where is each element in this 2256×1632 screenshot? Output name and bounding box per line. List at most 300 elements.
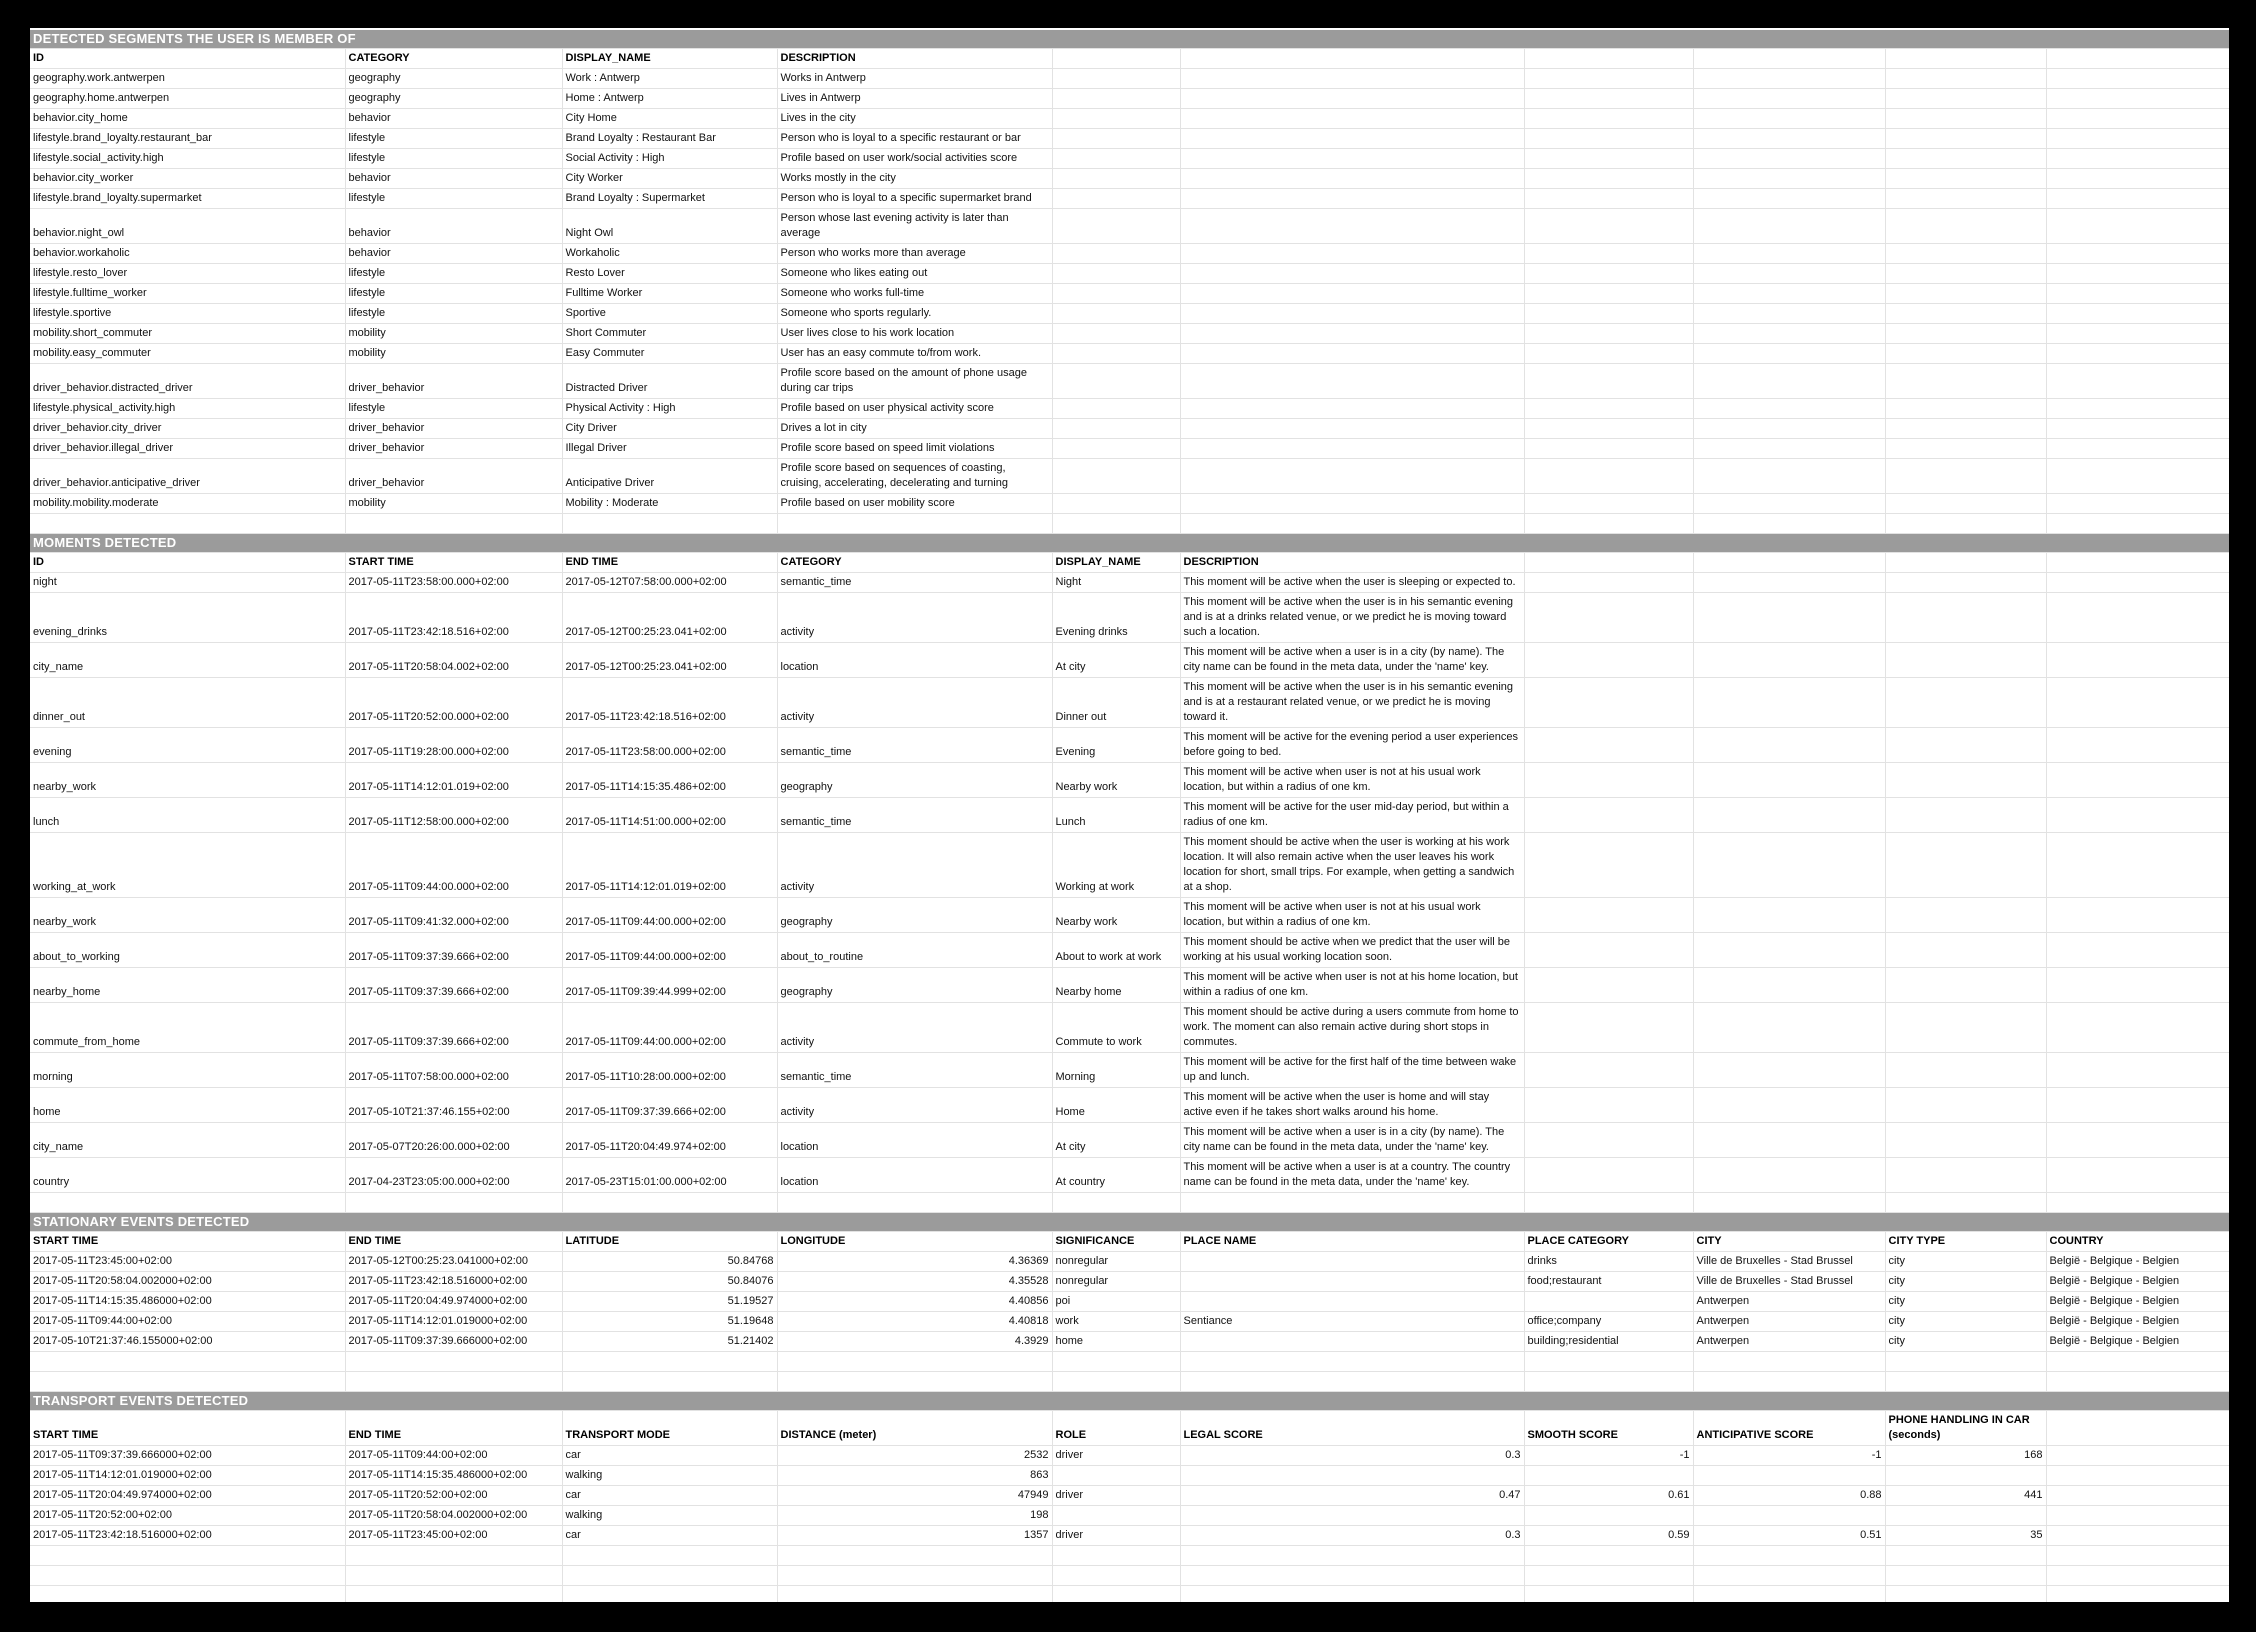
cell[interactable]: 2017-05-12T00:25:23.041+02:00: [562, 643, 777, 678]
column-header[interactable]: ID: [30, 49, 345, 69]
cell[interactable]: [1052, 264, 1180, 284]
cell[interactable]: [1180, 1193, 1524, 1213]
cell[interactable]: [1524, 344, 1693, 364]
cell[interactable]: Home: [1052, 1088, 1180, 1123]
cell[interactable]: België - Belgique - Belgien: [2046, 1292, 2229, 1312]
cell[interactable]: [562, 1372, 777, 1392]
cell[interactable]: Profile based on user mobility score: [777, 494, 1052, 514]
cell[interactable]: About to work at work: [1052, 933, 1180, 968]
cell[interactable]: location: [777, 643, 1052, 678]
cell[interactable]: Commute to work: [1052, 1003, 1180, 1053]
cell[interactable]: behavior.night_owl: [30, 209, 345, 244]
cell[interactable]: [1052, 439, 1180, 459]
cell[interactable]: [1885, 284, 2046, 304]
cell[interactable]: [1052, 129, 1180, 149]
cell[interactable]: This moment should be active when the user is working at his work location. It will also remain active when the user leaves his work location for short, small trips. For example, when getting a sandwich at a shop.: [1180, 833, 1524, 898]
column-header[interactable]: COUNTRY: [2046, 1232, 2229, 1252]
cell[interactable]: Someone who sports regularly.: [777, 304, 1052, 324]
column-header[interactable]: START TIME: [30, 1411, 345, 1446]
cell[interactable]: [2046, 189, 2229, 209]
cell[interactable]: [2046, 573, 2229, 593]
cell[interactable]: Distracted Driver: [562, 364, 777, 399]
cell[interactable]: car: [562, 1446, 777, 1466]
cell[interactable]: This moment will be active when user is not at his usual work location, but within a radius of one km.: [1180, 898, 1524, 933]
cell[interactable]: Nearby work: [1052, 763, 1180, 798]
cell[interactable]: User lives close to his work location: [777, 324, 1052, 344]
cell[interactable]: office;company: [1524, 1312, 1693, 1332]
cell[interactable]: [1052, 1546, 1180, 1566]
cell[interactable]: [1052, 1506, 1180, 1526]
cell[interactable]: Evening drinks: [1052, 593, 1180, 643]
cell[interactable]: Antwerpen: [1693, 1332, 1885, 1352]
cell[interactable]: [1524, 968, 1693, 1003]
cell[interactable]: Short Commuter: [562, 324, 777, 344]
cell[interactable]: 2017-05-11T09:37:39.666000+02:00: [345, 1332, 562, 1352]
cell[interactable]: 4.35528: [777, 1272, 1052, 1292]
cell[interactable]: [1693, 419, 1885, 439]
cell[interactable]: [1524, 593, 1693, 643]
cell[interactable]: lifestyle.sportive: [30, 304, 345, 324]
column-header[interactable]: [1524, 49, 1693, 69]
cell[interactable]: 2017-05-11T20:52:00+02:00: [345, 1486, 562, 1506]
cell[interactable]: driver_behavior: [345, 364, 562, 399]
cell[interactable]: [1524, 69, 1693, 89]
cell[interactable]: car: [562, 1526, 777, 1546]
cell[interactable]: [1885, 209, 2046, 244]
cell[interactable]: -1: [1524, 1446, 1693, 1466]
cell[interactable]: [2046, 593, 2229, 643]
cell[interactable]: [1693, 1506, 1885, 1526]
cell[interactable]: driver: [1052, 1486, 1180, 1506]
column-header[interactable]: DESCRIPTION: [777, 49, 1052, 69]
cell[interactable]: [1180, 1332, 1524, 1352]
cell[interactable]: 2017-05-11T09:44:00.000+02:00: [562, 898, 777, 933]
cell[interactable]: Nearby work: [1052, 898, 1180, 933]
cell[interactable]: [1524, 439, 1693, 459]
cell[interactable]: [1693, 763, 1885, 798]
cell[interactable]: lifestyle.brand_loyalty.restaurant_bar: [30, 129, 345, 149]
cell[interactable]: 2017-05-11T23:45:00+02:00: [345, 1526, 562, 1546]
cell[interactable]: [1052, 1466, 1180, 1486]
cell[interactable]: lifestyle.social_activity.high: [30, 149, 345, 169]
cell[interactable]: [1885, 1372, 2046, 1392]
cell[interactable]: Profile based on user work/social activities score: [777, 149, 1052, 169]
cell[interactable]: 1357: [777, 1526, 1052, 1546]
cell[interactable]: [1524, 514, 1693, 534]
cell[interactable]: activity: [777, 833, 1052, 898]
column-header[interactable]: LONGITUDE: [777, 1232, 1052, 1252]
cell[interactable]: [1052, 109, 1180, 129]
cell[interactable]: [777, 1193, 1052, 1213]
cell[interactable]: This moment will be active when a user is in a city (by name). The city name can be found in the meta data, under the 'name' key.: [1180, 643, 1524, 678]
cell[interactable]: location: [777, 1158, 1052, 1193]
cell[interactable]: [2046, 264, 2229, 284]
cell[interactable]: walking: [562, 1466, 777, 1486]
cell[interactable]: [1885, 1546, 2046, 1566]
cell[interactable]: [2046, 149, 2229, 169]
cell[interactable]: [2046, 399, 2229, 419]
cell[interactable]: Antwerpen: [1693, 1312, 1885, 1332]
cell[interactable]: [1885, 1123, 2046, 1158]
cell[interactable]: [1180, 69, 1524, 89]
cell[interactable]: [1524, 1003, 1693, 1053]
cell[interactable]: 2017-05-11T09:37:39.666+02:00: [562, 1088, 777, 1123]
cell[interactable]: 2017-05-11T23:42:18.516000+02:00: [30, 1526, 345, 1546]
cell[interactable]: 2017-05-11T09:44:00+02:00: [30, 1312, 345, 1332]
cell[interactable]: Working at work: [1052, 833, 1180, 898]
cell[interactable]: This moment will be active for the user mid-day period, but within a radius of one km.: [1180, 798, 1524, 833]
cell[interactable]: [30, 1372, 345, 1392]
cell[interactable]: 2017-05-11T20:58:04.002000+02:00: [30, 1272, 345, 1292]
column-header[interactable]: LEGAL SCORE: [1180, 1411, 1524, 1446]
cell[interactable]: 0.51: [1693, 1526, 1885, 1546]
cell[interactable]: lifestyle.fulltime_worker: [30, 284, 345, 304]
cell[interactable]: [1693, 968, 1885, 1003]
cell[interactable]: geography: [777, 763, 1052, 798]
cell[interactable]: [1524, 169, 1693, 189]
cell[interactable]: [2046, 514, 2229, 534]
cell[interactable]: lifestyle: [345, 304, 562, 324]
cell[interactable]: driver: [1052, 1446, 1180, 1466]
cell[interactable]: [1052, 459, 1180, 494]
cell[interactable]: België - Belgique - Belgien: [2046, 1332, 2229, 1352]
cell[interactable]: Works in Antwerp: [777, 69, 1052, 89]
cell[interactable]: [2046, 109, 2229, 129]
cell[interactable]: city: [1885, 1272, 2046, 1292]
cell[interactable]: [1885, 1088, 2046, 1123]
cell[interactable]: [1180, 284, 1524, 304]
cell[interactable]: [1524, 1506, 1693, 1526]
cell[interactable]: [1693, 643, 1885, 678]
cell[interactable]: [1885, 1158, 2046, 1193]
cell[interactable]: [1052, 419, 1180, 439]
cell[interactable]: [1180, 209, 1524, 244]
cell[interactable]: -1: [1693, 1446, 1885, 1466]
cell[interactable]: activity: [777, 678, 1052, 728]
cell[interactable]: [1885, 728, 2046, 763]
cell[interactable]: 2017-05-11T20:04:49.974000+02:00: [345, 1292, 562, 1312]
cell[interactable]: [1052, 1586, 1180, 1603]
cell[interactable]: [1693, 1546, 1885, 1566]
cell[interactable]: 4.36369: [777, 1252, 1052, 1272]
cell[interactable]: [1052, 324, 1180, 344]
cell[interactable]: [1885, 573, 2046, 593]
cell[interactable]: [1693, 439, 1885, 459]
cell[interactable]: 50.84076: [562, 1272, 777, 1292]
cell[interactable]: Profile score based on the amount of phone usage during car trips: [777, 364, 1052, 399]
cell[interactable]: [1885, 1566, 2046, 1586]
cell[interactable]: [777, 1372, 1052, 1392]
cell[interactable]: [1524, 933, 1693, 968]
cell[interactable]: [1180, 439, 1524, 459]
column-header[interactable]: [2046, 1411, 2229, 1446]
cell[interactable]: [1524, 763, 1693, 798]
cell[interactable]: food;restaurant: [1524, 1272, 1693, 1292]
cell[interactable]: [1180, 324, 1524, 344]
column-header[interactable]: [1052, 49, 1180, 69]
cell[interactable]: building;residential: [1524, 1332, 1693, 1352]
cell[interactable]: [1693, 1193, 1885, 1213]
cell[interactable]: mobility.easy_commuter: [30, 344, 345, 364]
cell[interactable]: [30, 1352, 345, 1372]
cell[interactable]: Profile score based on sequences of coasting, cruising, accelerating, decelerating and turning: [777, 459, 1052, 494]
cell[interactable]: [1693, 933, 1885, 968]
cell[interactable]: This moment will be active when the user is sleeping or expected to.: [1180, 573, 1524, 593]
column-header[interactable]: END TIME: [345, 1232, 562, 1252]
cell[interactable]: [1885, 129, 2046, 149]
cell[interactable]: [2046, 933, 2229, 968]
cell[interactable]: 2017-05-11T23:58:00.000+02:00: [345, 573, 562, 593]
cell[interactable]: [1693, 898, 1885, 933]
cell[interactable]: [1180, 264, 1524, 284]
cell[interactable]: [1693, 1123, 1885, 1158]
column-header[interactable]: TRANSPORT MODE: [562, 1411, 777, 1446]
cell[interactable]: 2017-05-11T14:15:35.486000+02:00: [345, 1466, 562, 1486]
cell[interactable]: 2017-05-11T14:12:01.019+02:00: [562, 833, 777, 898]
cell[interactable]: Illegal Driver: [562, 439, 777, 459]
cell[interactable]: [2046, 1546, 2229, 1566]
cell[interactable]: Social Activity : High: [562, 149, 777, 169]
cell[interactable]: [2046, 1053, 2229, 1088]
cell[interactable]: [1180, 1506, 1524, 1526]
cell[interactable]: [1052, 169, 1180, 189]
cell[interactable]: [2046, 968, 2229, 1003]
cell[interactable]: Ville de Bruxelles - Stad Brussel: [1693, 1252, 1885, 1272]
column-header[interactable]: DISTANCE (meter): [777, 1411, 1052, 1446]
cell[interactable]: [1885, 1466, 2046, 1486]
cell[interactable]: Lunch: [1052, 798, 1180, 833]
cell[interactable]: [1180, 109, 1524, 129]
cell[interactable]: 2017-05-11T19:28:00.000+02:00: [345, 728, 562, 763]
cell[interactable]: activity: [777, 1003, 1052, 1053]
cell[interactable]: [1885, 898, 2046, 933]
cell[interactable]: 2017-05-07T20:26:00.000+02:00: [345, 1123, 562, 1158]
cell[interactable]: car: [562, 1486, 777, 1506]
cell[interactable]: Anticipative Driver: [562, 459, 777, 494]
cell[interactable]: Physical Activity : High: [562, 399, 777, 419]
cell[interactable]: Ville de Bruxelles - Stad Brussel: [1693, 1272, 1885, 1292]
cell[interactable]: [1693, 1053, 1885, 1088]
cell[interactable]: 2532: [777, 1446, 1052, 1466]
cell[interactable]: [1693, 364, 1885, 399]
cell[interactable]: behavior: [345, 244, 562, 264]
cell[interactable]: home: [1052, 1332, 1180, 1352]
cell[interactable]: [1693, 189, 1885, 209]
cell[interactable]: geography: [345, 69, 562, 89]
cell[interactable]: 2017-05-11T23:42:18.516000+02:00: [345, 1272, 562, 1292]
cell[interactable]: 2017-04-23T23:05:00.000+02:00: [345, 1158, 562, 1193]
cell[interactable]: 4.40818: [777, 1312, 1052, 1332]
cell[interactable]: driver_behavior: [345, 439, 562, 459]
column-header[interactable]: PLACE CATEGORY: [1524, 1232, 1693, 1252]
column-header[interactable]: SMOOTH SCORE: [1524, 1411, 1693, 1446]
cell[interactable]: [1693, 89, 1885, 109]
cell[interactable]: Lives in the city: [777, 109, 1052, 129]
cell[interactable]: [1885, 1003, 2046, 1053]
cell[interactable]: [777, 1546, 1052, 1566]
column-header[interactable]: START TIME: [345, 553, 562, 573]
cell[interactable]: 0.88: [1693, 1486, 1885, 1506]
cell[interactable]: activity: [777, 1088, 1052, 1123]
cell[interactable]: 2017-05-11T09:37:39.666000+02:00: [30, 1446, 345, 1466]
cell[interactable]: [1180, 494, 1524, 514]
cell[interactable]: 2017-05-11T09:44:00.000+02:00: [562, 1003, 777, 1053]
cell[interactable]: [1524, 1586, 1693, 1603]
cell[interactable]: geography: [777, 898, 1052, 933]
cell[interactable]: driver_behavior.city_driver: [30, 419, 345, 439]
cell[interactable]: [1693, 459, 1885, 494]
cell[interactable]: Person whose last evening activity is later than average: [777, 209, 1052, 244]
cell[interactable]: [2046, 1352, 2229, 1372]
cell[interactable]: 2017-05-11T20:52:00.000+02:00: [345, 678, 562, 728]
cell[interactable]: Antwerpen: [1693, 1292, 1885, 1312]
column-header[interactable]: PHONE HANDLING IN CAR (seconds): [1885, 1411, 2046, 1446]
cell[interactable]: [1693, 1566, 1885, 1586]
cell[interactable]: [1524, 798, 1693, 833]
cell[interactable]: User has an easy commute to/from work.: [777, 344, 1052, 364]
cell[interactable]: At city: [1052, 1123, 1180, 1158]
cell[interactable]: [1180, 1252, 1524, 1272]
cell[interactable]: 51.19648: [562, 1312, 777, 1332]
cell[interactable]: 2017-05-11T20:52:00+02:00: [30, 1506, 345, 1526]
cell[interactable]: [562, 1193, 777, 1213]
cell[interactable]: nearby_home: [30, 968, 345, 1003]
cell[interactable]: mobility: [345, 344, 562, 364]
cell[interactable]: [1052, 244, 1180, 264]
cell[interactable]: [2046, 1486, 2229, 1506]
cell[interactable]: This moment will be active when the user is home and will stay active even if he takes short walks around his home.: [1180, 1088, 1524, 1123]
cell[interactable]: [2046, 1506, 2229, 1526]
cell[interactable]: This moment will be active when user is not at his usual work location, but within a radius of one km.: [1180, 763, 1524, 798]
cell[interactable]: [1885, 514, 2046, 534]
cell[interactable]: [1524, 728, 1693, 763]
cell[interactable]: [1052, 69, 1180, 89]
cell[interactable]: [1885, 419, 2046, 439]
cell[interactable]: [1524, 459, 1693, 494]
cell[interactable]: [1524, 304, 1693, 324]
cell[interactable]: [1885, 968, 2046, 1003]
cell[interactable]: [30, 1546, 345, 1566]
cell[interactable]: 2017-05-11T23:58:00.000+02:00: [562, 728, 777, 763]
cell[interactable]: [1885, 1506, 2046, 1526]
cell[interactable]: [1180, 459, 1524, 494]
cell[interactable]: [1524, 1292, 1693, 1312]
column-header[interactable]: [1524, 553, 1693, 573]
cell[interactable]: [777, 1586, 1052, 1603]
cell[interactable]: [1180, 169, 1524, 189]
cell[interactable]: [1885, 399, 2046, 419]
column-header[interactable]: [1885, 49, 2046, 69]
cell[interactable]: Night: [1052, 573, 1180, 593]
cell[interactable]: [1693, 1586, 1885, 1603]
column-header[interactable]: [2046, 553, 2229, 573]
cell[interactable]: [1180, 149, 1524, 169]
cell[interactable]: lifestyle: [345, 189, 562, 209]
cell[interactable]: [1885, 364, 2046, 399]
cell[interactable]: 2017-05-12T00:25:23.041+02:00: [562, 593, 777, 643]
cell[interactable]: 2017-05-11T14:15:35.486000+02:00: [30, 1292, 345, 1312]
cell[interactable]: [1885, 324, 2046, 344]
cell[interactable]: 2017-05-11T23:45:00+02:00: [30, 1252, 345, 1272]
cell[interactable]: [345, 514, 562, 534]
cell[interactable]: [2046, 69, 2229, 89]
cell[interactable]: België - Belgique - Belgien: [2046, 1312, 2229, 1332]
cell[interactable]: [1052, 1372, 1180, 1392]
cell[interactable]: nearby_work: [30, 763, 345, 798]
cell[interactable]: This moment will be active when a user is at a country. The country name can be found in the meta data, under the 'name' key.: [1180, 1158, 1524, 1193]
cell[interactable]: [1524, 284, 1693, 304]
cell[interactable]: [2046, 643, 2229, 678]
cell[interactable]: [1693, 1088, 1885, 1123]
cell[interactable]: geography: [345, 89, 562, 109]
cell[interactable]: evening_drinks: [30, 593, 345, 643]
cell[interactable]: activity: [777, 593, 1052, 643]
cell[interactable]: 2017-05-11T12:58:00.000+02:00: [345, 798, 562, 833]
cell[interactable]: 2017-05-11T09:44:00+02:00: [345, 1446, 562, 1466]
cell[interactable]: [1693, 833, 1885, 898]
cell[interactable]: [1693, 399, 1885, 419]
cell[interactable]: 0.61: [1524, 1486, 1693, 1506]
cell[interactable]: [1524, 364, 1693, 399]
cell[interactable]: This moment will be active for the evening period a user experiences before going to bed.: [1180, 728, 1524, 763]
cell[interactable]: 2017-05-10T21:37:46.155+02:00: [345, 1088, 562, 1123]
cell[interactable]: Drives a lot in city: [777, 419, 1052, 439]
cell[interactable]: [1524, 244, 1693, 264]
cell[interactable]: [2046, 1372, 2229, 1392]
cell[interactable]: geography: [777, 968, 1052, 1003]
column-header[interactable]: CATEGORY: [777, 553, 1052, 573]
cell[interactable]: 198: [777, 1506, 1052, 1526]
cell[interactable]: [2046, 1088, 2229, 1123]
cell[interactable]: [1524, 264, 1693, 284]
cell[interactable]: 35: [1885, 1526, 2046, 1546]
cell[interactable]: [1885, 244, 2046, 264]
cell[interactable]: 2017-05-23T15:01:00.000+02:00: [562, 1158, 777, 1193]
cell[interactable]: [2046, 728, 2229, 763]
column-header[interactable]: DISPLAY_NAME: [562, 49, 777, 69]
cell[interactable]: driver_behavior.distracted_driver: [30, 364, 345, 399]
cell[interactable]: Home : Antwerp: [562, 89, 777, 109]
cell[interactable]: [562, 1586, 777, 1603]
cell[interactable]: lunch: [30, 798, 345, 833]
cell[interactable]: [1524, 1546, 1693, 1566]
cell[interactable]: [1885, 169, 2046, 189]
cell[interactable]: [2046, 89, 2229, 109]
cell[interactable]: België - Belgique - Belgien: [2046, 1252, 2229, 1272]
cell[interactable]: country: [30, 1158, 345, 1193]
cell[interactable]: At country: [1052, 1158, 1180, 1193]
cell[interactable]: nonregular: [1052, 1272, 1180, 1292]
cell[interactable]: 2017-05-11T14:15:35.486+02:00: [562, 763, 777, 798]
cell[interactable]: [1693, 728, 1885, 763]
cell[interactable]: [2046, 304, 2229, 324]
cell[interactable]: Mobility : Moderate: [562, 494, 777, 514]
cell[interactable]: about_to_working: [30, 933, 345, 968]
cell[interactable]: [1524, 643, 1693, 678]
cell[interactable]: This moment should be active during a users commute from home to work. The moment can also remain active during short stops in commutes.: [1180, 1003, 1524, 1053]
cell[interactable]: [1180, 189, 1524, 209]
cell[interactable]: [345, 1372, 562, 1392]
cell[interactable]: [2046, 129, 2229, 149]
column-header[interactable]: END TIME: [562, 553, 777, 573]
cell[interactable]: [2046, 1586, 2229, 1603]
cell[interactable]: [2046, 459, 2229, 494]
cell[interactable]: 2017-05-11T14:12:01.019000+02:00: [30, 1466, 345, 1486]
cell[interactable]: 0.3: [1180, 1446, 1524, 1466]
column-header[interactable]: START TIME: [30, 1232, 345, 1252]
cell[interactable]: Lives in Antwerp: [777, 89, 1052, 109]
cell[interactable]: semantic_time: [777, 1053, 1052, 1088]
